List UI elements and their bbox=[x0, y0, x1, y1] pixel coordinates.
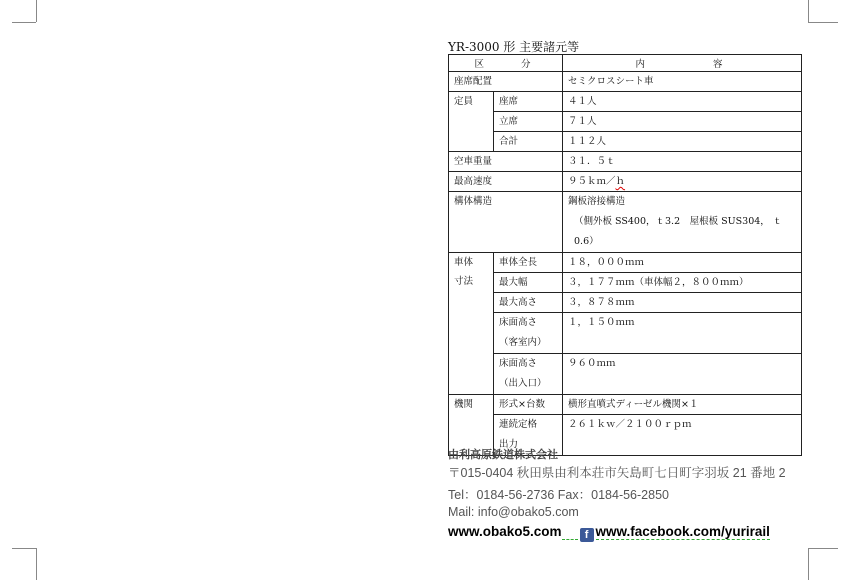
facebook-icon: f bbox=[580, 528, 594, 542]
header-category: 区 分 bbox=[449, 55, 563, 72]
crop-mark-bottom-right bbox=[808, 548, 809, 580]
value-length: １８，０００ｍｍ bbox=[563, 253, 802, 273]
table-row bbox=[449, 293, 802, 313]
sub-label-width: 最大幅 bbox=[494, 273, 563, 293]
header-content: 内 容 bbox=[563, 55, 802, 72]
sub-label-floor-door: 床面高さ （出入口） bbox=[494, 354, 563, 395]
sub-label-length: 車体全長 bbox=[494, 253, 563, 273]
value-max-speed: ９５ｋｍ／ｈ bbox=[563, 172, 802, 192]
value-width: ３，１７７ｍｍ（車体幅２，８００ｍｍ） bbox=[563, 273, 802, 293]
value-height: ３，８７８ｍｍ bbox=[563, 293, 802, 313]
crop-mark-top-left bbox=[36, 0, 37, 22]
table-row bbox=[449, 273, 802, 293]
value-seated: ４１人 bbox=[563, 92, 802, 112]
row-label-empty-weight: 空車重量 bbox=[449, 152, 563, 172]
sub-label-seated: 座席 bbox=[494, 92, 563, 112]
value-standing: ７１人 bbox=[563, 112, 802, 132]
row-label-max-speed: 最高速度 bbox=[449, 172, 563, 192]
row-label-engine: 機関 bbox=[449, 395, 494, 456]
crop-mark-bottom-left-h bbox=[12, 548, 36, 549]
crop-mark-top-right-h bbox=[808, 22, 838, 23]
value-floor-cabin: １，１５０ｍｍ bbox=[563, 313, 802, 354]
table-row bbox=[449, 72, 802, 92]
table-row bbox=[449, 192, 802, 253]
row-label-seat-layout: 座席配置 bbox=[449, 72, 563, 92]
sub-label-engine-type: 形式×台数 bbox=[494, 395, 563, 415]
sub-label-engine-output: 連続定格 出力 bbox=[494, 415, 563, 456]
table-row bbox=[449, 253, 802, 273]
table-row bbox=[449, 132, 802, 152]
sub-label-total: 合計 bbox=[494, 132, 563, 152]
row-label-dimensions: 車体 寸法 bbox=[449, 253, 494, 395]
sub-label-floor-cabin: 床面高さ （客室内） bbox=[494, 313, 563, 354]
value-engine-type: 横形直噴式ディーゼル機関×１ bbox=[563, 395, 802, 415]
value-empty-weight: ３１．５ｔ bbox=[563, 152, 802, 172]
table-row bbox=[449, 92, 802, 112]
table-row bbox=[449, 313, 802, 354]
sub-label-height: 最大高さ bbox=[494, 293, 563, 313]
value-body-structure: 鋼板溶接構造 （側外板 SS400，ｔ3.2 屋根板 SUS304， ｔ0.6） bbox=[563, 192, 802, 253]
row-label-capacity: 定員 bbox=[449, 92, 494, 152]
table-row bbox=[449, 395, 802, 415]
sub-label-standing: 立席 bbox=[494, 112, 563, 132]
facebook-link[interactable]: www.facebook.com/yurirail bbox=[595, 524, 770, 539]
company-mail[interactable]: Mail: info@obako5.com bbox=[448, 505, 579, 519]
company-tel-fax: Tel：0184-56-2736 Fax：0184-56-2850 bbox=[448, 488, 669, 502]
value-floor-door: ９６０ｍｍ bbox=[563, 354, 802, 395]
company-address: 〒015-0404 秋田県由利本荘市矢島町七日町字羽坂 21 番地 2 bbox=[448, 466, 786, 480]
table-header-row bbox=[449, 55, 802, 72]
row-label-body-structure: 構体構造 bbox=[449, 192, 563, 253]
value-engine-output: ２６１ｋｗ／２１００ｒｐｍ bbox=[563, 415, 802, 456]
website-link[interactable]: www.obako5.com bbox=[448, 524, 562, 539]
crop-mark-bottom-left bbox=[36, 548, 37, 580]
spacer bbox=[562, 539, 578, 540]
crop-mark-top-left-h bbox=[12, 22, 36, 23]
spec-table bbox=[448, 54, 802, 456]
crop-mark-top-right bbox=[808, 0, 809, 22]
web-links bbox=[448, 524, 770, 542]
table-row bbox=[449, 112, 802, 132]
value-total: １１２人 bbox=[563, 132, 802, 152]
spec-table-title: YR-3000 形 主要諸元等 bbox=[448, 40, 580, 54]
table-row bbox=[449, 172, 802, 192]
table-row bbox=[449, 152, 802, 172]
row-value-seat-layout: セミクロスシート車 bbox=[563, 72, 802, 92]
crop-mark-bottom-right-h bbox=[808, 548, 838, 549]
table-row bbox=[449, 354, 802, 395]
company-name: 由利高原鉄道株式会社 bbox=[448, 448, 558, 461]
